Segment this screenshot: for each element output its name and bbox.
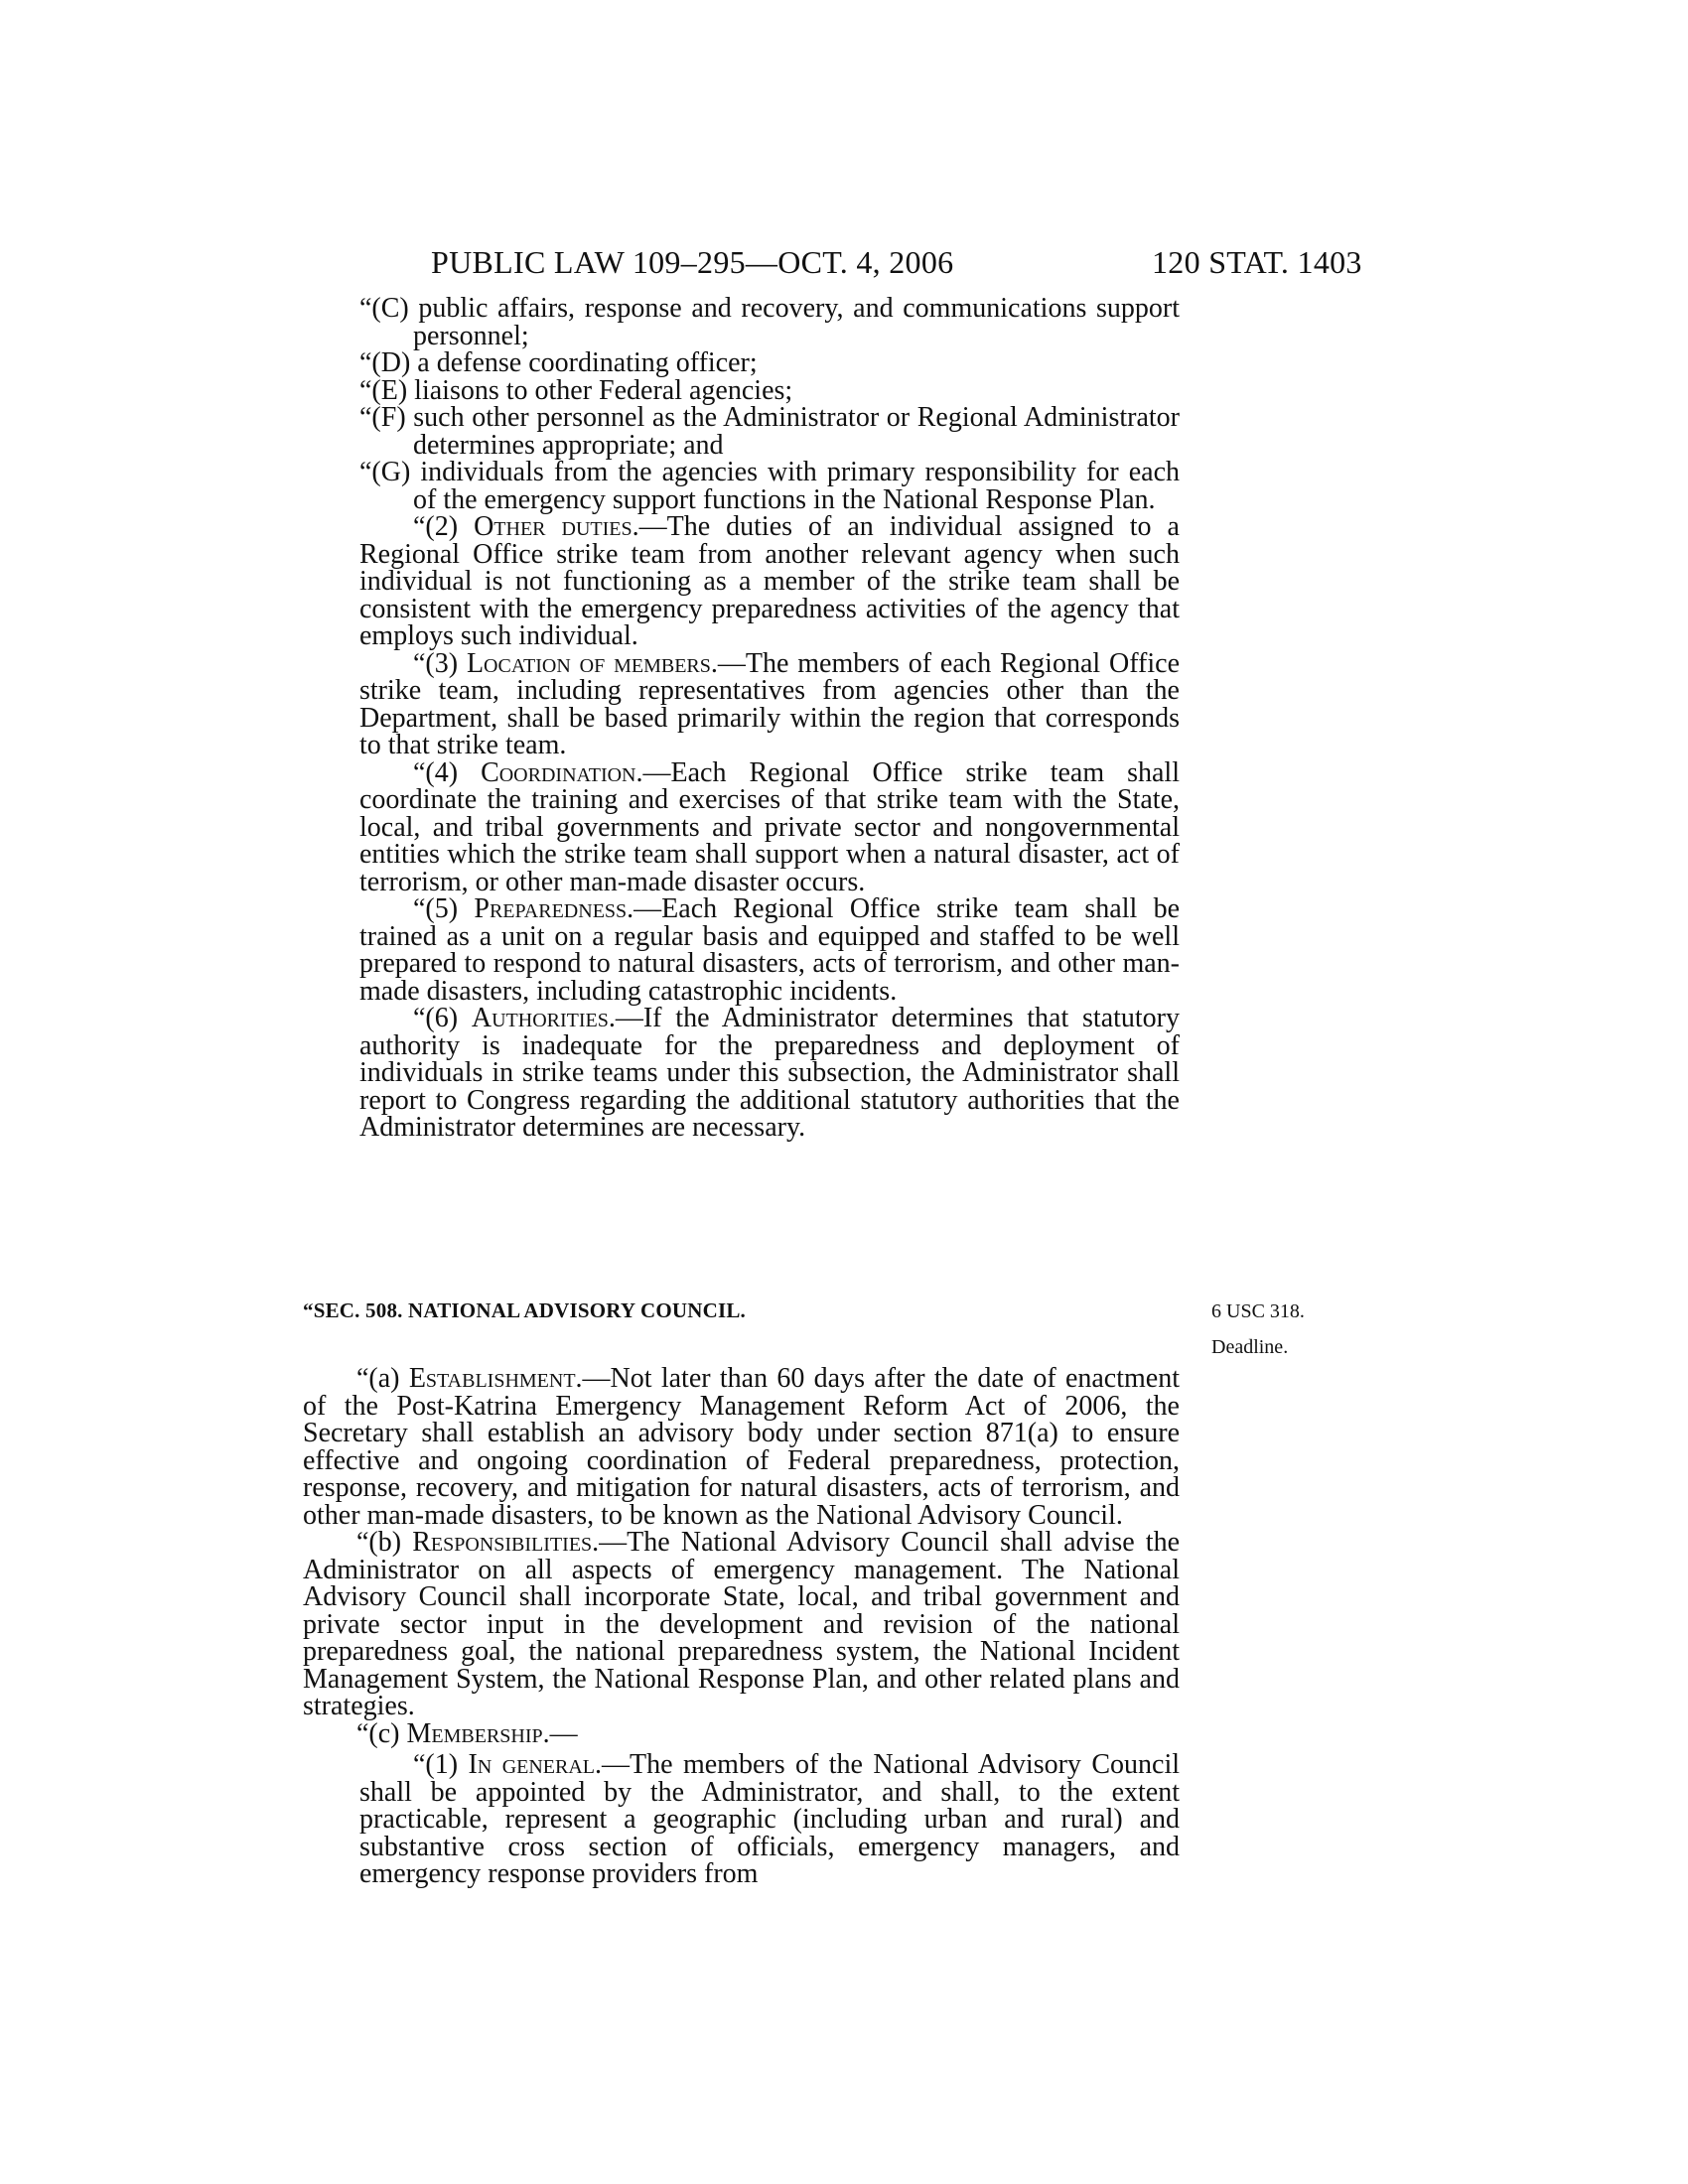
subsection-number: “(b) [356,1527,413,1558]
paragraph-text: —The duties of an individual assigned to a Regional Office strike team from another relevant agency when such individual is not functioning as a member of the strike team shall be consistent with the emergency preparedness activities of the agency that employs such individual. [359,511,1180,651]
paragraph-text: —The members of the National Advisory Council shall be appointed by the Administrator, and shall, to the extent practicable, represent a geographic (including urban and rural) and substantive cross section of officials, emergency managers, and emergency response providers from [359,1749,1180,1889]
running-header-title: PUBLIC LAW 109–295—OCT. 4, 2006 [431,244,954,280]
subsection-membership [303,1717,1180,1749]
membership-paragraphs [359,1751,1180,1888]
paragraph-text: —If the Administrator determines that statutory authority is inadequate for the preparedness and deployment of individuals in strike teams under this subsection, the Administrator shall report to Congress regarding the additional statutory authorities that the Administrator determines are necessary. [359,1003,1181,1143]
strike-team-paragraphs [359,295,1180,1142]
subparagraph-f: “(F) such other personnel as the Administrator or Regional Administrator determines appropriate; and [359,402,1180,461]
subsection-number: “(c) [356,1717,407,1749]
section-heading: “SEC. 508. NATIONAL ADVISORY COUNCIL. [303,1298,746,1322]
paragraph-number: “(2) [413,511,475,542]
paragraph-number: “(5) [413,893,475,924]
subsection-heading: Membership. [406,1717,550,1749]
paragraph-other-duties [359,513,1180,650]
paragraph-location-of-members [359,647,1180,760]
subparagraph-e: “(E) liaisons to other Federal agencies; [359,374,793,406]
subsection-text: — [549,1717,578,1749]
running-header-page-number: 120 STAT. 1403 [1152,244,1362,280]
paragraph-authorities [359,1005,1180,1142]
subsection-number: “(a) [356,1363,409,1394]
paragraph-number: “(4) [413,756,482,788]
paragraph-text: —The members of each Regional Office strike team, including representatives from agencies other than the Department, shall be based primarily within the region that corresponds to that strike team. [359,647,1180,760]
subsection-heading: Establishment. [408,1363,583,1394]
paragraph-number: “(3) [413,647,467,679]
paragraph-heading: Preparedness. [474,893,634,924]
subsection-responsibilities [303,1529,1180,1720]
paragraph-number: “(6) [413,1003,472,1033]
paragraph-heading: Authorities. [471,1003,616,1033]
subsection-text: —The National Advisory Council shall advise the Administrator on all aspects of emergency management. The National Advisory Council shall incorporate State, local, and tribal government and private sector input in the development and revision of the national preparedness goal, the national preparedness system, the National Incident Management System, the National Response Plan, and other related plans and strategies. [303,1527,1181,1721]
paragraph-heading: Other duties. [474,511,639,542]
paragraph-text: —Each Regional Office strike team shall be trained as a unit on a regular basis and equipped and staffed to be well prepared to respond to natural disasters, acts of terrorism, and other man-made disasters, including catastrophic incidents. [359,893,1180,1007]
paragraph-preparedness [359,895,1180,1005]
subparagraph-d: “(D) a defense coordinating officer; [359,347,758,378]
paragraph-heading: In general. [468,1749,603,1780]
paragraph-heading: Coordination. [481,756,643,788]
paragraph-in-general [359,1751,1180,1888]
subparagraph-c: “(C) public affairs, response and recovery, and communications support personnel; [359,293,1180,351]
paragraph-coordination [359,756,1180,897]
subsection-text: —Not later than 60 days after the date of enactment of the Post-Katrina Emergency Management Reform Act of 2006, the Secretary shall establish an advisory body under section 871(a) to ensure effective and ongoing coordination of Federal preparedness, protection, response, recovery, and mitigation for natural disasters, acts of terrorism, and other man-made disasters, to be known as the National Advisory Council. [303,1363,1180,1531]
paragraph-number: “(1) [413,1749,469,1780]
subsection-heading: Responsibilities. [412,1527,600,1558]
section-508-body [303,1365,1180,1747]
subparagraph-g: “(G) individuals from the agencies with primary responsibility for each of the emergency support functions in the National Response Plan. [359,457,1180,515]
subsection-establishment [303,1365,1180,1529]
paragraph-heading: Location of members. [466,647,718,679]
margin-note-usc: 6 USC 318. [1211,1300,1305,1322]
paragraph-text: —Each Regional Office strike team shall coordinate the training and exercises of that strike team with the State, local, and tribal governments and private sector and nongovernmental entities which the strike team shall support when a natural disaster, act of terrorism, or other man-made disaster occurs. [359,756,1180,897]
margin-note-deadline: Deadline. [1211,1336,1289,1358]
